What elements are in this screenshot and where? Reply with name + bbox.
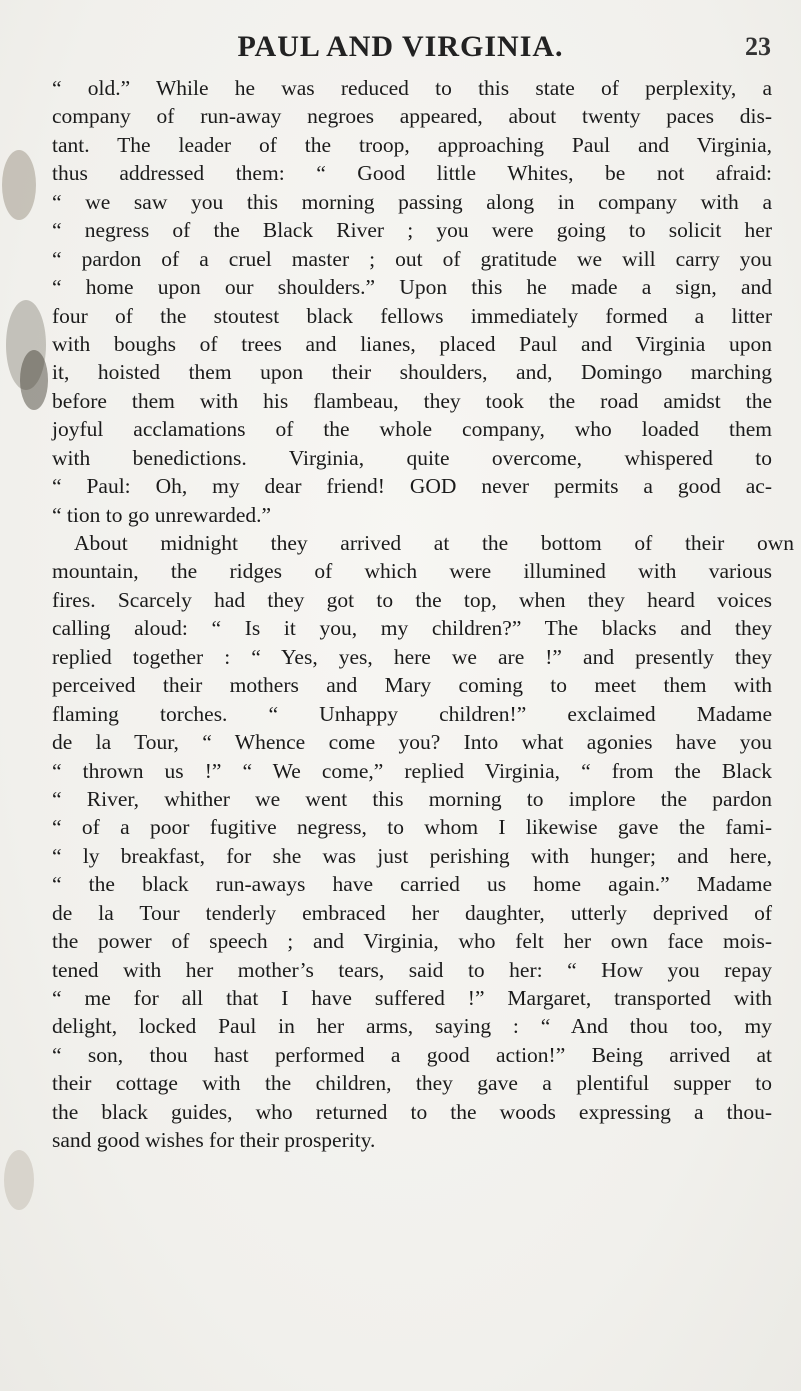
text-line: fires. Scarcely had they got to the top, when they heard voices [52,587,772,612]
text-line: thus addressed them: “ Good little Whites, be not afraid: [52,161,772,186]
text-line: four of the stoutest black fellows immediately formed a litter [52,303,772,328]
text-line: “ me for all that I have suffered !” Margaret, transported with [52,986,772,1010]
text-line: tened with her mother’s tears, said to her: “ How you repay [52,957,772,982]
text-line: the black guides, who returned to the woods expressing a thou- [52,1099,772,1124]
text-line: “ thrown us !” “ We come,” replied Virginia, “ from the Black [52,758,772,783]
text-line: mountain, the ridges of which were illumined with various [52,559,772,584]
text-line: company of run-away negroes appeared, about twenty paces dis- [52,104,772,129]
page-header [0,30,801,70]
text-line: “ negress of the Black River ; you were going to solicit her [52,218,772,243]
text-line: “ home upon our shoulders.” Upon this he made a sign, and [52,275,772,300]
text-line: de la Tour, “ Whence come you? Into what agonies have you [52,730,772,755]
text-line: perceived their mothers and Mary coming to meet them with [52,673,772,698]
text-line: sand good wishes for their prosperity. [52,1128,376,1153]
text-line: their cottage with the children, they gave a plentiful supper to [52,1071,772,1096]
text-line: with benedictions. Virginia, quite overcome, whispered to [52,445,772,470]
text-line: “ River, whither we went this morning to implore the pardon [52,786,772,811]
text-line: joyful acclamations of the whole company, who loaded them [52,417,772,442]
text-line: “ Paul: Oh, my dear friend! GOD never permits a good ac- [52,474,772,499]
text-line: before them with his flambeau, they took the road amidst the [52,388,772,413]
margin-stain [2,150,36,220]
text-line: calling aloud: “ Is it you, my children?” The blacks and they [52,616,772,641]
text-line: “ we saw you this morning passing along in company with a [52,189,772,214]
text-line: About midnight they arrived at the bottom of their own [74,531,794,555]
text-line: “ pardon of a cruel master ; out of gratitude we will carry you [52,246,772,271]
text-line: “ tion to go unrewarded.” [52,502,272,527]
body-text [52,74,794,1155]
text-line: it, hoisted them upon their shoulders, and, Domingo marching [52,360,772,385]
page-number: 23 [745,32,771,61]
text-line: “ son, thou hast performed a good action!” Being arrived at [52,1042,772,1067]
text-line: de la Tour tenderly embraced her daughter, utterly deprived of [52,900,772,925]
margin-stain [20,350,48,410]
text-line: replied together : “ Yes, yes, here we are !” and presently they [52,644,772,669]
text-line: “ the black run-aways have carried us home again.” Madame [52,872,772,897]
text-line: flaming torches. “ Unhappy children!” exclaimed Madame [52,701,772,726]
text-line: “ of a poor fugitive negress, to whom I likewise gave the fami- [52,815,772,840]
text-line: the power of speech ; and Virginia, who felt her own face mois- [52,929,772,954]
running-title: PAUL AND VIRGINIA. [237,30,564,63]
text-line: with boughs of trees and lianes, placed Paul and Virginia upon [52,331,772,356]
text-line: “ old.” While he was reduced to this state of perplexity, a [52,76,772,100]
margin-stain [4,1150,34,1210]
text-line: tant. The leader of the troop, approaching Paul and Virginia, [52,132,772,157]
text-line: “ ly breakfast, for she was just perishing with hunger; and here, [52,843,772,868]
text-line: delight, locked Paul in her arms, saying : “ And thou too, my [52,1014,772,1039]
